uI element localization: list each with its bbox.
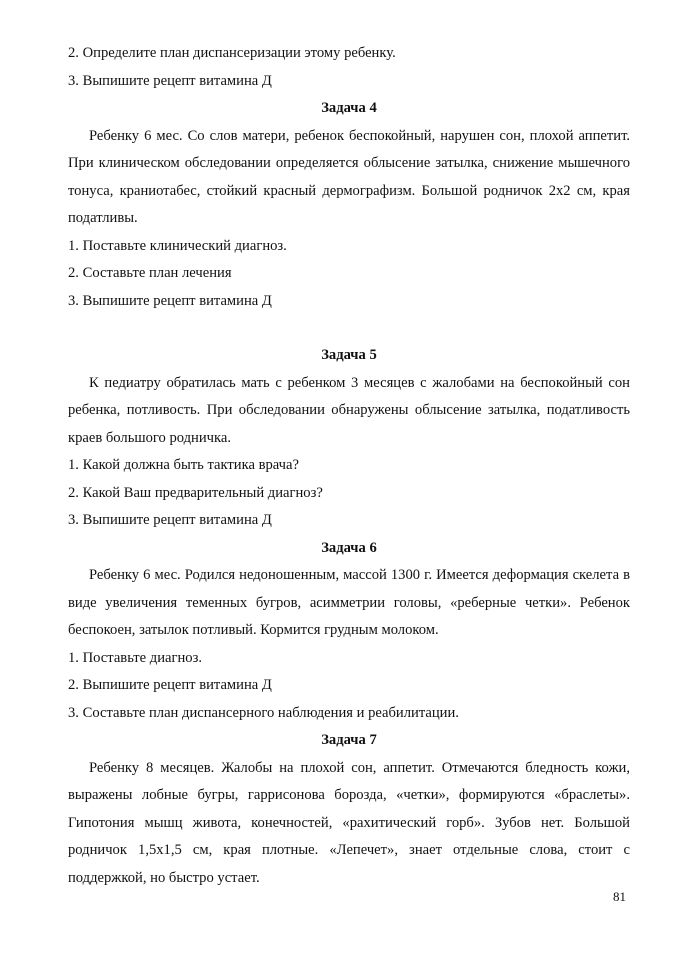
task-text: Ребенку 6 мес. Со слов матери, ребенок беспокойный, нарушен сон, плохой аппетит. При клиническом обследовании определяется облысение затылка, снижение мышечного тонуса, краниотабес, стойкий красный дермографизм. Большой родничок 2х2 см, края податливы. [68,127,630,226]
question-item: 2. Выпишите рецепт витамина Д [68,677,272,693]
question-item: 2. Определите план диспансеризации этому ребенку. [68,45,396,61]
question-item: 2. Составьте план лечения [68,265,232,281]
question-item: 1. Поставьте клинический диагноз. [68,237,287,254]
page-content [68,40,630,892]
question-item: 3. Выпишите рецепт витамина Д [68,72,272,89]
task-title: Задача 6 [321,539,377,556]
task-text: Ребенку 6 мес. Родился недоношенным, массой 1300 г. Имеется деформация скелета в виде увеличения теменных бугров, асимметрии головы, «реберные четки». Ребенок беспокоен, затылок потливый. Кормится грудным молоком. [68,567,630,638]
spacer [68,315,630,342]
question-item: 1. Какой должна быть тактика врача? [68,457,299,473]
task-text: К педиатру обратилась мать с ребенком 3 месяцев с жалобами на беспокойный сон ребенка, потливость. При обследовании обнаружены облысение затылка, податливость краев большого родничка. [68,374,630,446]
question-item: 3. Выпишите рецепт витамина Д [68,512,272,528]
task-title: Задача 7 [321,732,377,748]
question-item: 2. Какой Ваш предварительный диагноз? [68,484,323,501]
task-title: Задача 5 [321,347,377,363]
question-item: 1. Поставьте диагноз. [68,649,203,666]
task-text: Ребенку 8 месяцев. Жалобы на плохой сон, аппетит. Отмечаются бледность кожи, выражены лобные бугры, гаррисонова борозда, «четки», формируются «браслеты». Гипотония мышц живота, конечностей, «рахитический горб». Зубов нет. Большой родничок 1,5х1,5 см, края плотные. «Лепечет», знает отдельные слова, стоит с поддержкой, но быстро устает. [68,759,630,886]
question-item: 3. Составьте план диспансерного наблюдения и реабилитации. [68,704,459,721]
question-item: 3. Выпишите рецепт витамина Д [68,292,272,309]
task-title: Задача 4 [321,100,377,116]
page-number: 81 [613,889,626,904]
